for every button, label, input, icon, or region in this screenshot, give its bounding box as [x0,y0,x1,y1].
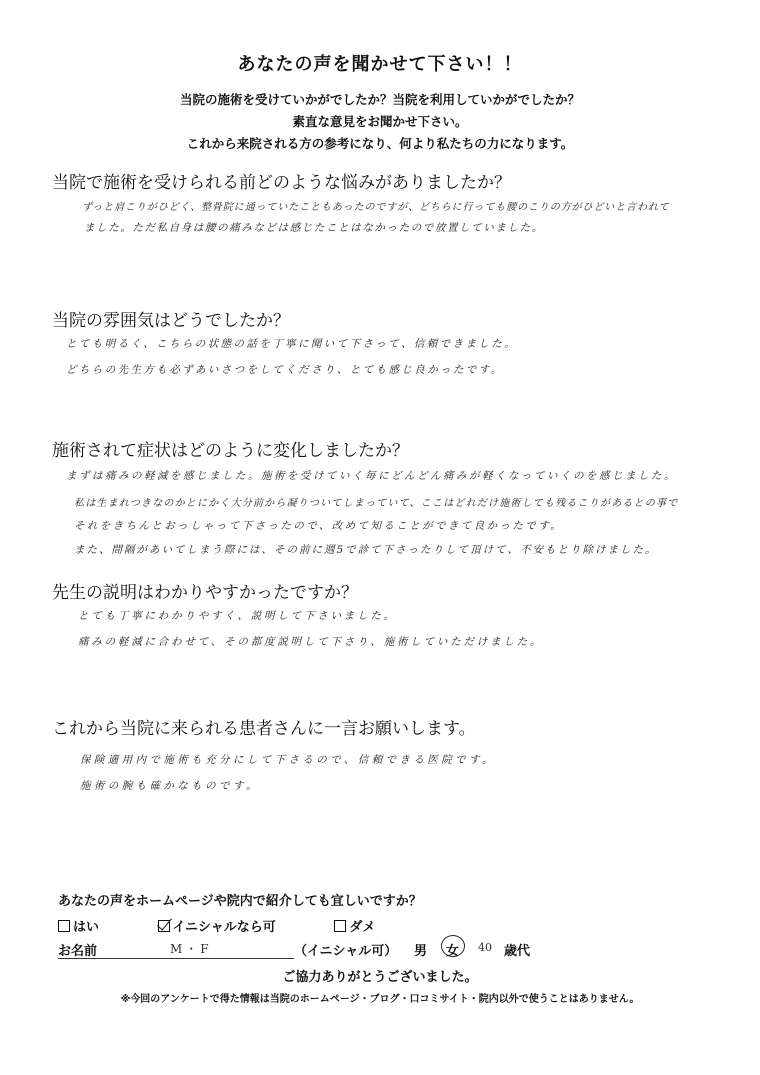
option-yes-label: はい [73,920,100,935]
question-2: 当院の雰囲気はどうでしたか？ [52,311,290,331]
answer-2-line-1: とても明るく、こちらの状態の話を丁寧に聞いて下さって、信頼できました。 [66,338,518,350]
question-1: 当院で施術を受けられる前どのような悩みがありましたか？ [52,173,511,193]
question-5: これから当院に来られる患者さんに一言お願いします。 [52,719,476,739]
answer-5-line-1: 保険適用内で施術も充分にして下さるので、信頼できる医院です。 [80,754,496,766]
question-3: 施術されて症状はどのように変化しましたか？ [52,441,409,461]
thanks-text: ご協力ありがとうございました。 [282,970,478,985]
answer-3-line-3: それをきちんとおっしゃって下さったので、改めて知ることができて良かったです。 [74,520,564,532]
age-unit-label: 歳代 [504,944,531,959]
intro-line-2: 素直な意見をお聞かせ下さい。 [292,114,468,129]
answer-3-line-2: 私は生まれつきなのかとにかく大分前から凝りついてしまっていて、ここはどれだけ施術しても残るこりがあるとの事で [74,498,679,509]
gender-female[interactable]: 女 [446,944,460,959]
option-initial-ok[interactable] [158,916,276,935]
answer-2-line-2: どちらの先生方も必ずあいさつをしてくださり、とても感じ良かったです。 [66,364,504,376]
answer-3-line-4: また、間隔があいてしまう際には、その前に週5で診て下さったりして頂けて、不安もとり除けました。 [74,544,658,556]
name-row [58,938,638,962]
checkbox-initial-ok[interactable] [158,920,170,932]
initial-ok-label: （イニシャル可） [294,944,398,959]
option-no[interactable] [334,916,375,935]
option-yes[interactable] [58,916,99,935]
answer-4-line-2: 痛みの軽減に合わせて、その都度説明して下さり、施術していただけました。 [78,636,544,648]
checkbox-no[interactable] [334,920,346,932]
age-field[interactable]: 40 [478,941,492,954]
answer-3-line-1: まずは痛みの軽減を感じました。施術を受けていく毎にどんどん痛みが軽くなっていくのを感じました。 [66,470,677,482]
answer-5-line-2: 施術の腕も確かなものです。 [80,780,260,792]
name-field[interactable]: M・F [170,942,212,956]
publish-options [58,916,429,935]
question-4: 先生の説明はわかりやすかったですか？ [52,583,358,603]
answer-1-line-2: ました。ただ私自身は腰の痛みなどは感じたことはなかったので放置していました。 [84,222,544,234]
option-no-label: ダメ [349,920,376,935]
answer-4-line-1: とても丁寧にわかりやすく、説明して下さいました。 [78,610,397,622]
intro-line-1: 当院の施術を受けていかがでしたか？当院を利用していかがでしたか？ [179,92,580,107]
privacy-note: ※今回のアンケートで得た情報は当院のホームページ・ブログ・口コミサイト・院内以外で使うことはありません。 [120,994,640,1005]
name-label: お名前 [58,944,98,959]
name-underline [58,958,294,959]
publish-permission-question: あなたの声をホームページや院内で紹介しても宜しいですか？ [58,894,422,909]
checkbox-yes[interactable] [58,920,70,932]
survey-title: あなたの声を聞かせて下さい！！ [237,54,523,75]
option-initial-ok-label: イニシャルなら可 [172,920,276,935]
intro-line-3: これから来院される方の参考になり、何より私たちの力になります。 [186,136,574,151]
answer-1-line-1: ずっと肩こりがひどく、整骨院に通っていたこともあったのですが、どちらに行っても腰のこりの方がひどいと言われて [82,202,670,213]
gender-male[interactable]: 男 [414,944,428,959]
